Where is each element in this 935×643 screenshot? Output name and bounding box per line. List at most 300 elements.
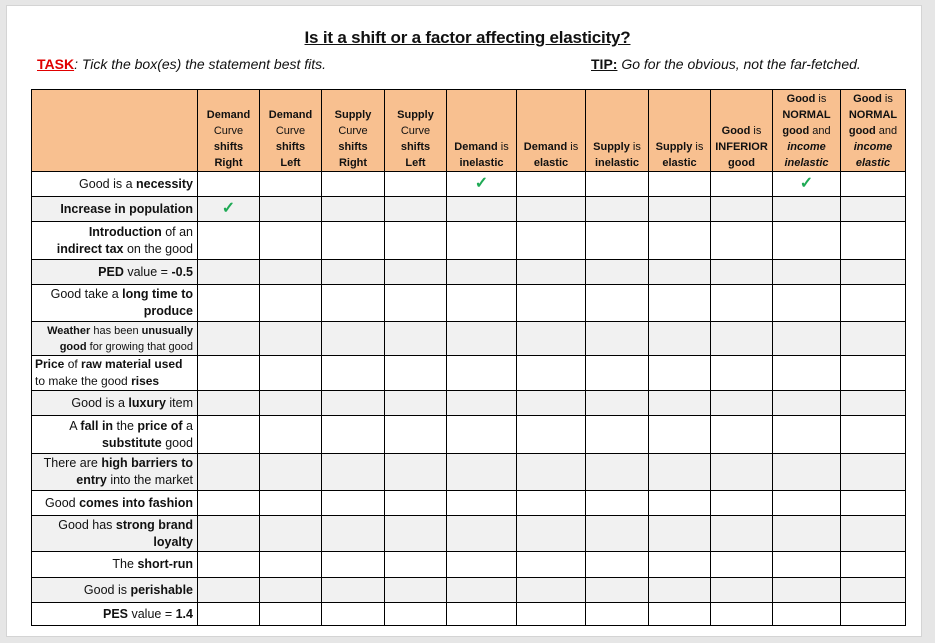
header-text: Curve [275,125,306,137]
tick-box-inferior[interactable] [711,552,773,578]
tick-box-supply-left[interactable] [385,222,447,260]
header-text: income [853,141,893,153]
tick-box-supply-elastic[interactable] [649,285,711,322]
tick-box-supply-inelastic[interactable] [586,322,649,356]
header-corner-cell [32,90,198,172]
tick-box-supply-left[interactable] [385,416,447,454]
tick-box-demand-left[interactable] [260,552,322,578]
table-row [32,222,906,260]
header-text: is [497,141,509,153]
header-text: Right [338,157,368,169]
tick-box-demand-left[interactable] [260,356,322,391]
row-statement [32,516,198,552]
tick-box-supply-left[interactable] [385,552,447,578]
text-fragment: of an [161,224,193,239]
text-fragment: a [182,418,193,433]
tick-box-demand-right[interactable] [198,222,260,260]
text-fragment: unusually [141,324,193,337]
tick-box-demand-elastic[interactable] [517,454,586,491]
tick-box-demand-elastic[interactable] [517,578,586,603]
text-fragment: has been [90,324,142,337]
header-text: shifts [338,141,368,153]
table-row [32,356,906,391]
table-row [32,197,906,222]
tick-box-supply-left[interactable] [385,491,447,516]
tick-box-inferior[interactable] [711,322,773,356]
text-fragment: high barriers to [101,456,193,470]
tick-box-supply-right[interactable] [322,356,385,391]
tick-box-inferior[interactable] [711,416,773,454]
tick-box-demand-left[interactable] [260,322,322,356]
tick-box-supply-inelastic[interactable] [586,172,649,197]
tick-box-demand-inelastic[interactable] [447,552,517,578]
row-statement [32,491,198,516]
tick-box-demand-left[interactable] [260,260,322,285]
tip-label: TIP: [591,56,618,72]
tick-box-demand-right[interactable] [198,454,260,491]
row-statement [32,285,198,322]
tick-box-demand-right[interactable] [198,552,260,578]
tick-box-inferior[interactable] [711,391,773,416]
tick-box-normal-income-elastic[interactable] [841,454,906,491]
tick-box-supply-inelastic[interactable] [586,552,649,578]
tick-box-normal-income-elastic[interactable] [841,552,906,578]
tick-box-supply-right[interactable] [322,578,385,603]
tick-box-demand-right[interactable] [198,391,260,416]
tick-box-supply-right[interactable] [322,197,385,222]
table-row [32,516,906,552]
text-fragment: Good is a [71,395,129,410]
header-text: Supply [334,109,372,121]
tick-box-demand-right[interactable] [198,172,260,197]
text-fragment: substitute [101,435,162,450]
tick-box-demand-right[interactable] [198,260,260,285]
tick-box-demand-left[interactable] [260,285,322,322]
header-text: is [881,93,893,105]
tick-box-normal-income-elastic[interactable] [841,285,906,322]
text-fragment: long time to [122,287,193,301]
row-statement [32,391,198,416]
tick-box-supply-inelastic[interactable] [586,391,649,416]
tick-box-demand-inelastic[interactable] [447,491,517,516]
table-row [32,454,906,491]
tick-box-supply-inelastic[interactable] [586,416,649,454]
tick-box-demand-elastic[interactable] [517,416,586,454]
tick-box-supply-elastic[interactable] [649,516,711,552]
tick-box-supply-elastic[interactable] [649,416,711,454]
table-row [32,416,906,454]
text-fragment: rises [131,374,160,388]
tick-box-demand-elastic[interactable] [517,516,586,552]
header-text: Good [853,93,882,105]
header-text: shifts [400,141,431,153]
tick-box-supply-left[interactable] [385,172,447,197]
tick-box-supply-inelastic[interactable] [586,285,649,322]
text-fragment: produce [143,304,193,318]
tick-box-normal-income-elastic[interactable] [841,391,906,416]
classification-table [31,89,906,626]
column-header-demand-right [198,90,260,172]
text-fragment: Good is a [79,176,137,191]
tick-box-supply-right[interactable] [322,260,385,285]
task-text: : Tick the box(es) the statement best fits. [74,56,327,72]
header-text: elastic [662,157,697,169]
tick-box-inferior[interactable] [711,603,773,626]
tick-box-inferior[interactable] [711,578,773,603]
tick-box-supply-inelastic[interactable] [586,260,649,285]
tick-box-demand-left[interactable] [260,491,322,516]
column-header-demand-inelastic [447,90,517,172]
tick-box-demand-elastic[interactable] [517,356,586,391]
tick-box-demand-inelastic[interactable] [447,454,517,491]
tick-box-normal-income-elastic[interactable] [841,222,906,260]
text-fragment: loyalty [153,534,193,549]
tick-box-supply-right[interactable] [322,222,385,260]
tick-box-demand-elastic[interactable] [517,391,586,416]
tick-box-inferior[interactable] [711,172,773,197]
header-text: elastic [855,157,891,169]
tick-box-demand-right[interactable] [198,491,260,516]
tick-box-demand-inelastic[interactable] [447,285,517,322]
header-text: is [629,141,641,153]
header-text: Demand [454,141,498,153]
header-text: is [750,125,762,137]
tick-box-demand-elastic[interactable] [517,197,586,222]
tick-box-demand-left[interactable] [260,391,322,416]
text-fragment: luxury [128,395,166,410]
tick-box-inferior[interactable] [711,260,773,285]
tick-box-demand-left[interactable] [260,516,322,552]
table-row [32,391,906,416]
table-row [32,491,906,516]
tick-box-demand-elastic[interactable] [517,172,586,197]
tick-box-demand-left[interactable] [260,578,322,603]
tick-box-supply-elastic[interactable] [649,603,711,626]
text-fragment: value = [128,606,176,621]
header-text: Demand [268,109,313,121]
tick-box-demand-elastic[interactable] [517,491,586,516]
tick-box-normal-income-inelastic[interactable] [773,172,841,197]
tick-box-supply-elastic[interactable] [649,356,711,391]
tick-box-supply-right[interactable] [322,391,385,416]
tick-box-demand-inelastic[interactable] [447,260,517,285]
tick-box-demand-right[interactable] [198,322,260,356]
tick-box-normal-income-elastic[interactable] [841,322,906,356]
tick-box-demand-right[interactable] [198,197,260,222]
tick-box-supply-right[interactable] [322,322,385,356]
tick-box-demand-inelastic[interactable] [447,356,517,391]
header-text: and [875,125,898,137]
text-fragment: Weather [47,324,91,337]
task-label: TASK [37,56,75,72]
text-fragment: Increase in population [60,201,193,216]
header-text: Good [721,125,751,137]
tick-box-demand-elastic[interactable] [517,222,586,260]
tick-box-supply-right[interactable] [322,552,385,578]
row-statement [32,603,198,626]
column-header-demand-left [260,90,322,172]
tick-box-demand-left[interactable] [260,197,322,222]
header-text: good [848,125,876,137]
tick-box-demand-elastic[interactable] [517,285,586,322]
tick-box-demand-left[interactable] [260,454,322,491]
column-header-supply-right [322,90,385,172]
tick-box-normal-income-inelastic[interactable] [773,391,841,416]
header-text: inelastic [594,157,640,169]
header-text: NORMAL [782,109,831,121]
tick-box-demand-inelastic[interactable] [447,197,517,222]
text-fragment: perishable [130,582,193,597]
tick-box-inferior[interactable] [711,516,773,552]
tick-box-supply-left[interactable] [385,603,447,626]
text-fragment: Introduction [88,224,162,239]
tick-box-normal-income-inelastic[interactable] [773,578,841,603]
tick-box-demand-right[interactable] [198,416,260,454]
tick-box-supply-left[interactable] [385,260,447,285]
tick-box-normal-income-inelastic[interactable] [773,516,841,552]
tick-box-supply-left[interactable] [385,454,447,491]
tick-box-demand-inelastic[interactable] [447,391,517,416]
tick-box-supply-elastic[interactable] [649,491,711,516]
tick-box-supply-inelastic[interactable] [586,516,649,552]
tick-box-supply-inelastic[interactable] [586,491,649,516]
tick-box-demand-left[interactable] [260,416,322,454]
tick-box-supply-left[interactable] [385,322,447,356]
tick-box-supply-inelastic[interactable] [586,356,649,391]
tick-box-normal-income-inelastic[interactable] [773,416,841,454]
tick-box-supply-elastic[interactable] [649,172,711,197]
tick-box-supply-right[interactable] [322,603,385,626]
tick-box-supply-inelastic[interactable] [586,197,649,222]
tick-box-inferior[interactable] [711,356,773,391]
tick-box-supply-elastic[interactable] [649,391,711,416]
header-text: Left [280,157,301,169]
text-fragment: into the market [106,473,193,487]
header-text: good [782,125,810,137]
text-fragment: PES [102,606,128,621]
table-row [32,172,906,197]
tick-box-supply-left[interactable] [385,391,447,416]
tick-box-demand-left[interactable] [260,603,322,626]
header-text: Supply [655,141,693,153]
tick-box-normal-income-elastic[interactable] [841,260,906,285]
text-fragment: good [59,340,87,353]
text-fragment: to make the good [35,374,132,388]
text-fragment: There are [43,456,102,470]
tick-box-demand-inelastic[interactable] [447,603,517,626]
header-text: is [567,141,579,153]
text-fragment: on the good [123,241,193,256]
text-fragment: -0.5 [171,264,193,279]
header-text: Curve [400,125,431,137]
text-fragment: value = [123,264,172,279]
text-fragment: item [165,395,193,410]
row-statement [32,322,198,356]
tick-box-normal-income-elastic[interactable] [841,197,906,222]
header-text: inelastic [784,157,829,169]
tick-box-normal-income-elastic[interactable] [841,578,906,603]
tick-box-demand-elastic[interactable] [517,322,586,356]
tick-box-demand-inelastic[interactable] [447,578,517,603]
text-fragment: short-run [137,557,193,571]
text-fragment: price of [137,418,183,433]
text-fragment: Price [35,357,65,371]
header-text: Right [214,157,243,169]
tick-box-supply-right[interactable] [322,172,385,197]
tick-box-supply-elastic[interactable] [649,454,711,491]
tick-box-demand-left[interactable] [260,222,322,260]
header-text: Supply [593,141,630,153]
header-text: INFERIOR [715,141,768,153]
header-text: and [809,125,831,137]
tick-box-normal-income-elastic[interactable] [841,416,906,454]
tick-box-demand-right[interactable] [198,285,260,322]
tick-box-demand-inelastic[interactable] [447,516,517,552]
tick-box-supply-right[interactable] [322,416,385,454]
text-fragment: of [64,357,82,371]
header-text: Supply [397,109,434,121]
task-instruction [37,56,326,72]
tick-box-normal-income-inelastic[interactable] [773,356,841,391]
tick-box-demand-right[interactable] [198,516,260,552]
tick-box-supply-elastic[interactable] [649,197,711,222]
tick-box-supply-left[interactable] [385,197,447,222]
tick-box-supply-elastic[interactable] [649,222,711,260]
row-statement [32,356,198,391]
tick-box-inferior[interactable] [711,491,773,516]
header-text: Left [405,157,426,169]
tick-box-supply-left[interactable] [385,516,447,552]
column-header-inferior [711,90,773,172]
tick-box-demand-elastic[interactable] [517,260,586,285]
header-text: elastic [533,157,569,169]
text-fragment: Good has [58,517,116,532]
checkmark-icon: ✓ [474,175,489,192]
row-statement [32,222,198,260]
tick-box-demand-inelastic[interactable] [447,222,517,260]
tick-box-supply-inelastic[interactable] [586,578,649,603]
tick-box-supply-right[interactable] [322,454,385,491]
text-fragment: comes into fashion [79,495,193,510]
tip-text: Go for the obvious, not the far-fetched. [617,56,861,72]
column-header-supply-left [385,90,447,172]
tick-box-normal-income-elastic[interactable] [841,172,906,197]
tick-box-normal-income-elastic[interactable] [841,491,906,516]
tick-box-demand-right[interactable] [198,603,260,626]
text-fragment: the [113,418,138,433]
tick-box-normal-income-inelastic[interactable] [773,491,841,516]
tick-box-demand-left[interactable] [260,172,322,197]
header-text: Demand [206,109,251,121]
tick-box-demand-inelastic[interactable] [447,322,517,356]
tick-box-normal-income-inelastic[interactable] [773,603,841,626]
tick-box-normal-income-inelastic[interactable] [773,260,841,285]
text-fragment: raw material used [81,357,183,371]
table-row [32,578,906,603]
checkmark-icon: ✓ [799,175,814,192]
row-statement [32,552,198,578]
tick-box-normal-income-inelastic[interactable] [773,222,841,260]
row-statement [32,197,198,222]
text-fragment: good [161,435,193,450]
row-statement [32,260,198,285]
tick-box-supply-elastic[interactable] [649,322,711,356]
tick-box-supply-inelastic[interactable] [586,603,649,626]
tick-box-supply-elastic[interactable] [649,578,711,603]
text-fragment: Good [45,495,80,510]
table-row [32,552,906,578]
tick-box-supply-left[interactable] [385,356,447,391]
tick-box-demand-elastic[interactable] [517,603,586,626]
text-fragment: A [69,418,81,433]
tick-box-normal-income-elastic[interactable] [841,356,906,391]
column-header-demand-elastic [517,90,586,172]
tick-box-supply-right[interactable] [322,491,385,516]
tick-box-normal-income-inelastic[interactable] [773,454,841,491]
text-fragment: entry [76,473,107,487]
tick-box-demand-elastic[interactable] [517,552,586,578]
table-header-row [32,90,906,172]
text-fragment: 1.4 [175,606,193,621]
tick-box-normal-income-inelastic[interactable] [773,552,841,578]
text-fragment: fall in [80,418,114,433]
tick-box-inferior[interactable] [711,222,773,260]
tick-box-demand-right[interactable] [198,578,260,603]
text-fragment: PED [98,264,124,279]
tick-box-supply-right[interactable] [322,516,385,552]
tick-box-supply-elastic[interactable] [649,260,711,285]
column-header-normal-income-elastic [841,90,906,172]
checkmark-icon: ✓ [221,200,236,217]
text-fragment: necessity [136,176,193,191]
tick-box-normal-income-inelastic[interactable] [773,197,841,222]
tick-box-supply-inelastic[interactable] [586,454,649,491]
tick-box-normal-income-inelastic[interactable] [773,322,841,356]
tick-box-supply-inelastic[interactable] [586,222,649,260]
text-fragment: The [112,557,138,571]
tick-box-normal-income-elastic[interactable] [841,603,906,626]
tip-instruction [591,56,861,72]
worksheet-title: Is it a shift or a factor affecting elasticity? [304,28,631,47]
column-header-supply-elastic [649,90,711,172]
header-text: good [728,157,755,169]
tick-box-inferior[interactable] [711,285,773,322]
header-text: NORMAL [848,109,898,121]
tick-box-normal-income-elastic[interactable] [841,516,906,552]
column-header-normal-income-inelastic [773,90,841,172]
tick-box-demand-right[interactable] [198,356,260,391]
tick-box-supply-elastic[interactable] [649,552,711,578]
tick-box-supply-left[interactable] [385,578,447,603]
tick-box-supply-right[interactable] [322,285,385,322]
tick-box-inferior[interactable] [711,197,773,222]
column-header-supply-inelastic [586,90,649,172]
row-statement [32,578,198,603]
tick-box-inferior[interactable] [711,454,773,491]
text-fragment: strong brand [115,517,193,532]
table-row [32,260,906,285]
tick-box-demand-inelastic[interactable] [447,416,517,454]
text-fragment: Good is [83,582,131,597]
tick-box-demand-inelastic[interactable] [447,172,517,197]
tick-box-supply-left[interactable] [385,285,447,322]
header-text: inelastic [459,157,504,169]
row-statement [32,454,198,491]
header-text: Demand [523,141,568,153]
table-row [32,603,906,626]
tick-box-normal-income-inelastic[interactable] [773,285,841,322]
header-text: Good [786,93,816,105]
